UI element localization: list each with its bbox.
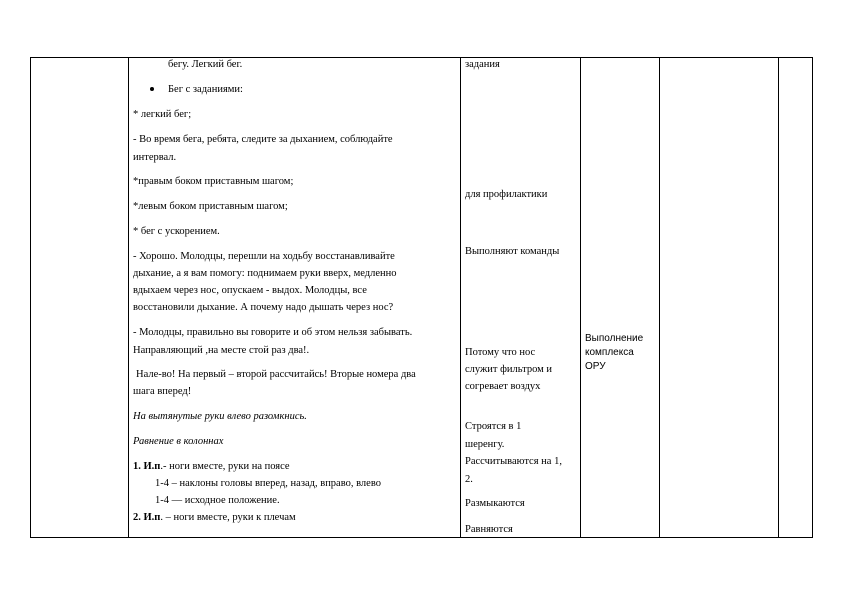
- exercise-text: . – ноги вместе, руки к плечам: [160, 512, 296, 523]
- text-line: Бег с заданиями:: [168, 84, 243, 95]
- col-border-3: [580, 57, 581, 538]
- text-line: 1-4 — исходное положение.: [155, 495, 280, 506]
- exercise-text: .- ноги вместе, руки на поясе: [160, 461, 290, 472]
- text-line: 1-4 – наклоны головы вперед, назад, вправо, влево: [155, 478, 381, 489]
- text-line: *левым боком приставным шагом;: [133, 201, 288, 212]
- col-border-6: [812, 57, 813, 538]
- text-line: интервал.: [133, 152, 177, 163]
- table-top-border: [30, 57, 813, 58]
- text-line: согревает воздух: [465, 381, 541, 392]
- text-line: 2.: [465, 474, 473, 485]
- text-line: бегу. Легкий бег.: [168, 59, 243, 70]
- text-line: - Хорошо. Молодцы, перешли на ходьбу восстанавливайте: [133, 251, 395, 262]
- exercise-number: 2. И.п: [133, 512, 161, 523]
- text-line: Нале-во! На первый – второй рассчитайсь! Вторые номера два: [136, 369, 416, 380]
- col-border-2: [460, 57, 461, 538]
- bullet-dot: [150, 87, 154, 91]
- text-line: Равнение в колоннах: [133, 436, 224, 447]
- exercise-number: 1. И.п: [133, 461, 161, 472]
- text-line: задания: [465, 59, 500, 70]
- text-line: Строятся в 1: [465, 421, 522, 432]
- col-border-0: [30, 57, 31, 538]
- text-line: Размыкаются: [465, 498, 525, 509]
- text-line: вдыхаем через нос, опускаем - выдох. Молодцы, все: [133, 285, 367, 296]
- text-line: Выполнение: [585, 333, 644, 344]
- table-bottom-border: [30, 537, 813, 538]
- text-line: Направляющий ,на месте стой раз два!.: [133, 345, 310, 356]
- text-line: ОРУ: [585, 361, 606, 372]
- text-line: Выполняют команды: [465, 246, 560, 257]
- text-line: Равняются: [465, 524, 513, 535]
- text-line: На вытянутые руки влево разомкнись.: [133, 411, 307, 422]
- text-line: - Во время бега, ребята, следите за дыханием, соблюдайте: [133, 134, 393, 145]
- text-line: шага вперед!: [133, 386, 192, 397]
- text-line: для профилактики: [465, 189, 548, 200]
- exercise-1: [133, 460, 290, 473]
- text-line: служит фильтром и: [465, 364, 553, 375]
- col-border-1: [128, 57, 129, 538]
- text-line: восстановили дыхание. А почему надо дышать через нос?: [133, 302, 394, 313]
- col-border-4: [659, 57, 660, 538]
- text-line: дыхание, а я вам помогу: поднимаем руки вверх, медленно: [133, 268, 397, 279]
- text-line: шеренгу.: [465, 439, 505, 450]
- text-line: комплекса: [585, 347, 634, 358]
- text-line: Потому что нос: [465, 347, 536, 358]
- text-line: Рассчитываются на 1,: [465, 456, 562, 467]
- text-line: * бег с ускорением.: [133, 226, 220, 237]
- text-line: *правым боком приставным шагом;: [133, 176, 294, 187]
- col-border-5: [778, 57, 779, 538]
- exercise-2: [133, 511, 296, 524]
- text-line: - Молодцы, правильно вы говорите и об этом нельзя забывать.: [133, 327, 413, 338]
- text-line: * легкий бег;: [133, 109, 192, 120]
